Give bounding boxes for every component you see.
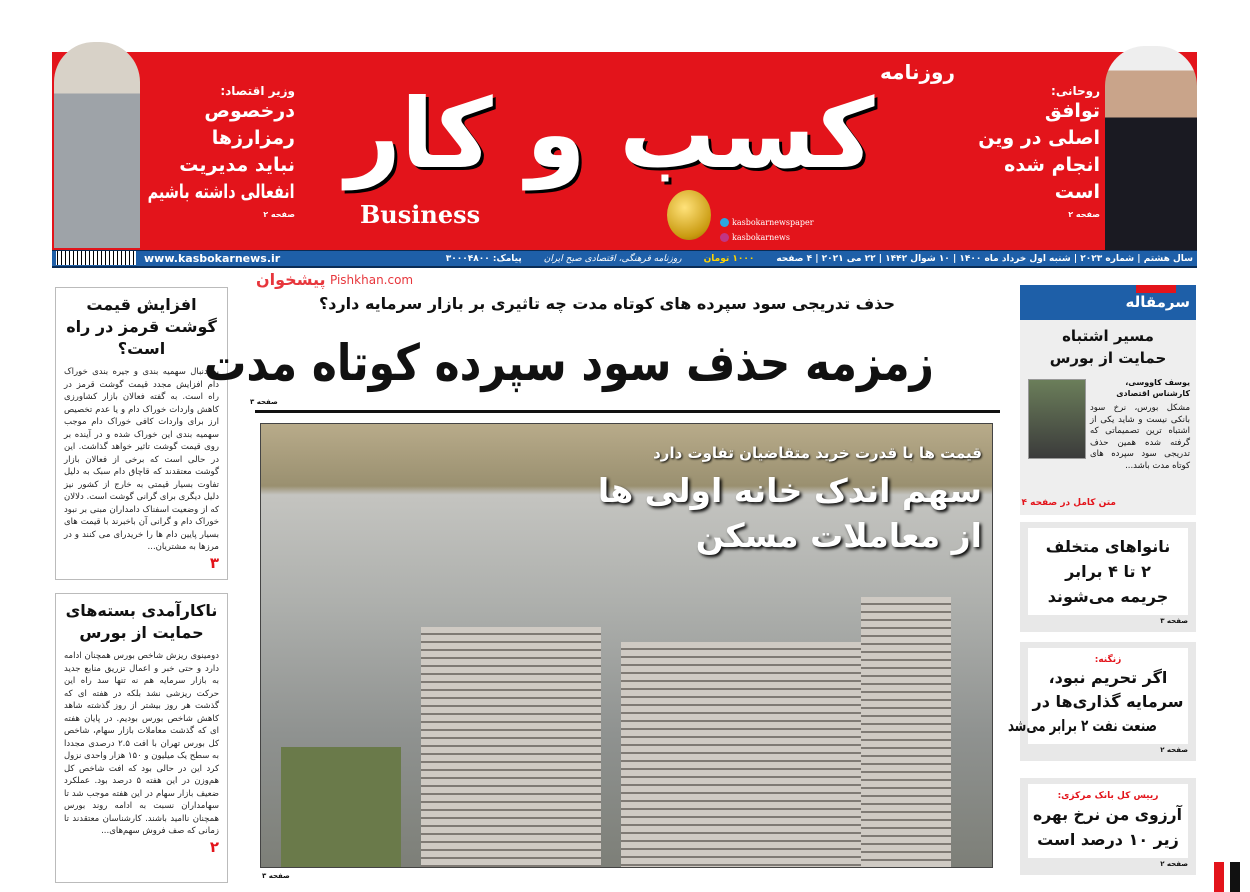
- logo-latin: Business: [360, 200, 481, 229]
- subheadline: حذف تدریجی سود سپرده های کوتاه مدت چه تاثیری بر بازار سرمایه دارد؟: [318, 294, 895, 313]
- sms-number: پیامک: ۳۰۰۰۴۸۰۰: [445, 253, 522, 264]
- logo-prefix: روزنامه: [880, 60, 955, 84]
- right-story-bakers[interactable]: [1020, 522, 1196, 632]
- story-kicker: رییس کل بانک مرکزی:: [1057, 791, 1159, 801]
- photo-kicker: قیمت ها با قدرت خرید متقاضیان تفاوت دارد: [653, 444, 982, 462]
- instagram-icon: [720, 233, 729, 242]
- price: ۱۰۰۰ تومان: [703, 253, 755, 264]
- story-kicker: زنگنه:: [1094, 655, 1122, 665]
- story-line: نباید مدیریت: [179, 154, 295, 176]
- page-ref: صفحه ۲: [1160, 860, 1188, 868]
- story-line: آرزوی من نرخ بهره: [1033, 805, 1182, 824]
- watermark-latin: Pishkhan.com: [330, 273, 414, 287]
- gold-coin-image: [667, 190, 711, 240]
- story-line: نانواهای متخلف: [1045, 537, 1171, 556]
- page-number: ۲: [209, 837, 219, 856]
- registration-mark-red: [1214, 862, 1224, 892]
- story-title: ناکارآمدی بسته‌های حمایت از بورس: [65, 601, 218, 642]
- story-line: است: [1054, 181, 1100, 203]
- editorial-section-label: سرمقاله: [1020, 285, 1196, 320]
- barcode: [56, 251, 136, 265]
- issue-info: سال هشتم | شماره ۲۰۲۳ | شنبه اول خرداد ماه ۱۴۰۰ | ۱۰ شوال ۱۴۴۲ | ۲۲ می ۲۰۲۱ | ۴ صفحه: [776, 253, 1193, 264]
- website-link[interactable]: www.kasbokarnews.ir: [144, 252, 281, 265]
- editorial-author: یوسف کاووسی، کارشناس اقتصادی: [1116, 378, 1190, 398]
- story-title: افزایش قیمت گوشت قرمز در راه است؟: [66, 295, 217, 358]
- red-tab-accent: [1136, 285, 1176, 293]
- right-story-oil[interactable]: [1008, 642, 1196, 761]
- instagram-label: kasbokarnews: [732, 233, 790, 242]
- tagline: روزنامه فرهنگی، اقتصادی صبح ایران: [543, 253, 682, 264]
- story-body: دومینوی ریزش شاخص بورس همچنان ادامه دارد و حتی خبر و اعمال تزریق منابع جدید به بازار سرمایه هم نه تنها سد راه این حرکت ریزشی نشد بلکه در هفته ای که گذشت هر روز بیشتر از روز گذشته شاهد کاهش شاخص بورس بودیم. در پایان هفته ای که گذشت معاملات بازار سهام، شاخص کل بورس تهران با افت ۲.۵ درصدی مجددا به سطح یک میلیون و ۱۵۰ هزار واحدی نزول کرد این در حالی بود که افت شاخص کل هم‌وزن در این هفته ۵ درصد بود. عملکرد ضعیف بازار سهام در این هفته موجب شد تا سهامداران نسبت به ادامه روند بورس همچنان ناامید باشند. کارشناسان معتقدند تا زمانی که صف فروش سهم‌های...: [64, 651, 220, 836]
- rouhani-photo: [1105, 46, 1197, 250]
- editorial-title: مسیر اشتباه حمایت از بورس: [1049, 327, 1167, 367]
- editorial-box[interactable]: [1020, 285, 1196, 515]
- right-masthead-story[interactable]: [970, 84, 1100, 219]
- trees: [281, 747, 401, 867]
- page-ref: صفحه ۲: [1068, 210, 1100, 219]
- main-headline[interactable]: زمزمه حذف سود سپرده کوتاه مدت: [204, 334, 935, 392]
- building: [861, 597, 951, 867]
- story-body: به دنبال سهمیه بندی و جیره بندی خوراک دام افزایش مجدد قیمت گوشت قرمز در راه است. به گفته فعالان بازار کشاورزی کاهش واردات خوراک دام و یا عدم تخصیص ارز برای واردات کافی خوراک دام موجب سهمیه بندی این خوراک شده و در آینده بر روی قیمت گوشت تاثیر خواهد گذاشت. این در حالی است که برخی از فعالان بازار گوشت معتقدند که قاچاق دام سبک به دلیل تفاوت بسیار قیمتی به خارج از کشور نیز دلیل دیگری برای گرانی گوشت است. دلالان که از وضعیت اسفناک دامداران مبنی بر نبود خوراک دام و گرانی آن باخبرند با قیمت های بسیار پایین دام ها را خریدرای می کنند و در مرزها به مشتریان...: [64, 367, 219, 552]
- editorial-body: مشکل بورس، نرخ سود بانکی نیست و شاید یکی از اشتباه ترین تصمیماتی که گرفته شده همین حذف تدریجی سود سپرده های کوتاه مدت باشد...: [1090, 403, 1190, 471]
- story-line: انجام شده: [1004, 154, 1100, 176]
- page-ref: صفحه ۳: [1160, 617, 1188, 625]
- story-line: رمزارزها: [211, 127, 295, 149]
- story-line: اصلی در وین: [978, 127, 1100, 149]
- story-line: زیر ۱۰ درصد است: [1037, 830, 1179, 849]
- city-housing-photo[interactable]: [260, 423, 993, 868]
- page-number: ۳: [209, 553, 219, 572]
- right-story-central-bank[interactable]: [1020, 778, 1196, 875]
- story-line: توافق: [1044, 100, 1100, 122]
- building: [621, 642, 901, 867]
- story-line: جریمه می‌شوند: [1047, 587, 1169, 606]
- page-ref: صفحه ۲: [1160, 746, 1188, 754]
- left-masthead-story[interactable]: [145, 84, 295, 219]
- page-ref: صفحه ۲: [263, 210, 295, 219]
- author-photo: [1028, 379, 1086, 459]
- story-line: درخصوص: [204, 100, 295, 122]
- newspaper-logo: کسب و کار: [345, 78, 875, 190]
- info-bar: [52, 250, 1197, 268]
- headline-page-ref: صفحه ۳: [250, 398, 278, 406]
- building: [421, 627, 601, 867]
- divider: [255, 410, 1000, 413]
- telegram-handle[interactable]: [720, 218, 814, 227]
- instagram-handle[interactable]: [720, 233, 790, 242]
- story-kicker: وزیر اقتصاد:: [220, 84, 295, 98]
- watermark: پیشخوان: [256, 270, 326, 289]
- story-line: انفعالی داشته باشیم: [148, 181, 295, 203]
- story-line: ۲ تا ۴ برابر: [1065, 562, 1151, 581]
- story-kicker: روحانی:: [1051, 84, 1100, 98]
- economy-minister-photo: [54, 42, 140, 248]
- story-line: سرمایه گذاری‌ها در: [1032, 692, 1184, 711]
- story-line: اگر تحریم نبود،: [1048, 668, 1168, 687]
- registration-mark-black: [1230, 862, 1240, 892]
- telegram-icon: [720, 218, 729, 227]
- photo-headline: سهم اندک خانه اولی ها از معاملات مسکن: [597, 471, 982, 555]
- editorial-more-link[interactable]: متن کامل در صفحه ۴: [1021, 498, 1116, 508]
- telegram-label: kasbokarnewspaper: [732, 218, 814, 227]
- left-story-bourse[interactable]: [55, 593, 228, 883]
- photo-page-ref: صفحه ۳: [262, 872, 290, 880]
- story-line: صنعت نفت ۲ برابر می‌شد: [1008, 716, 1158, 735]
